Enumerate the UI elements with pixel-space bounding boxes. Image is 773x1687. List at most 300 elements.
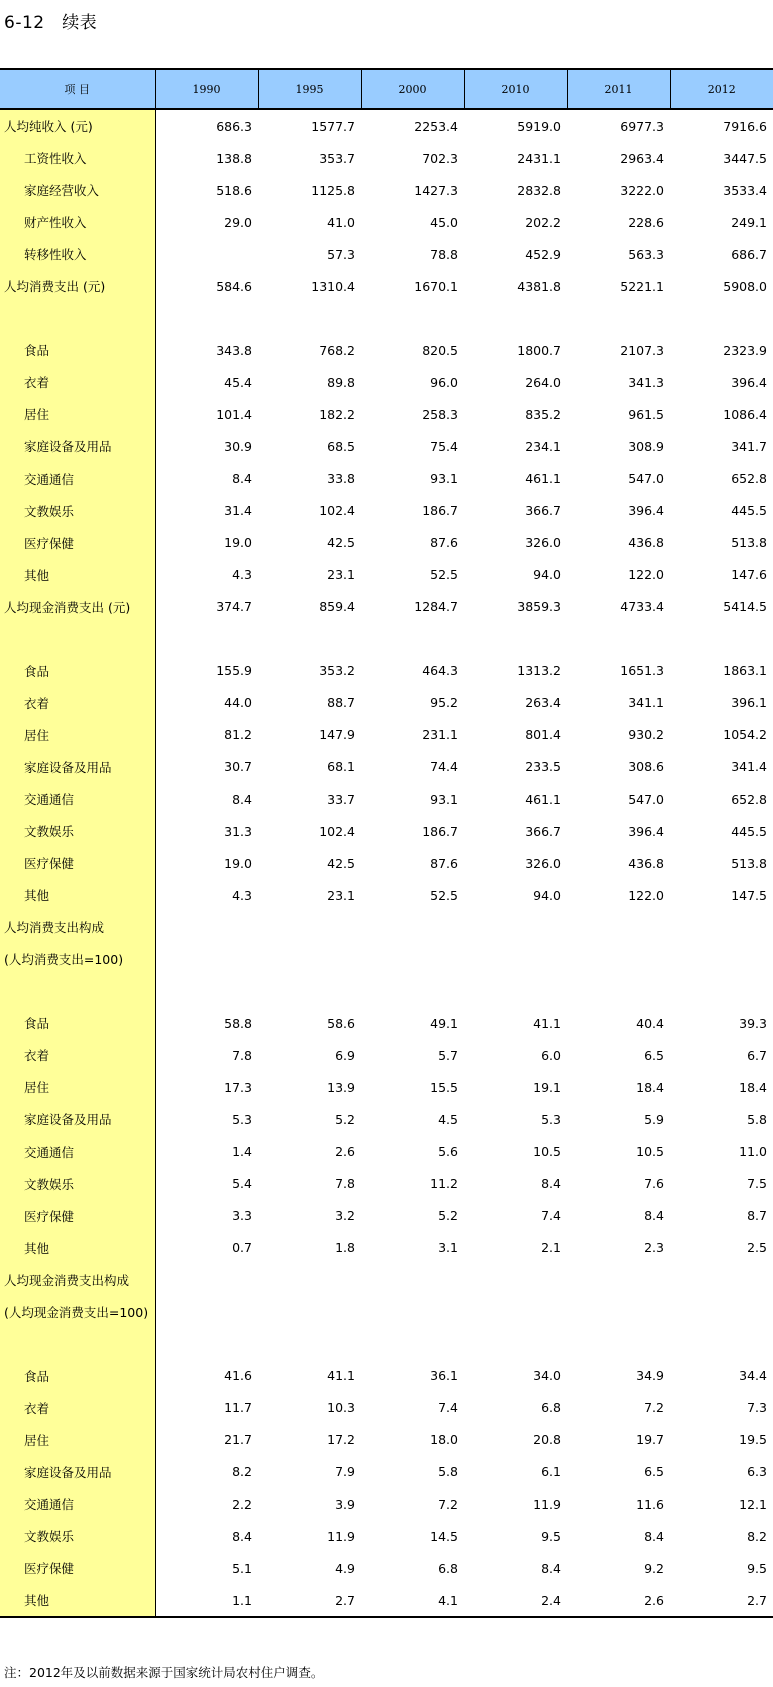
value-cell: 122.0 <box>628 567 664 583</box>
row-label: 食品 <box>0 1007 155 1039</box>
value-cell: 52.5 <box>430 887 458 903</box>
value-cell: 326.0 <box>525 855 561 871</box>
value-cell: 6.5 <box>644 1047 664 1063</box>
value-cell: 138.8 <box>216 150 252 166</box>
footnote: 注：2012年及以前数据来源于国家统计局农村住户调查。 <box>4 1665 324 1680</box>
value-cell: 5.1 <box>232 1560 252 1576</box>
value-cell: 343.8 <box>216 342 252 358</box>
value-cell: 87.6 <box>430 855 458 871</box>
row-label: 其他 <box>0 879 155 911</box>
value-cell <box>258 1328 361 1360</box>
table-row <box>0 1584 773 1617</box>
column-header-year: 2012 <box>670 69 773 109</box>
value-cell: 2431.1 <box>517 150 561 166</box>
table-row <box>0 174 773 206</box>
value-cell: 147.9 <box>319 727 355 743</box>
value-cell: 231.1 <box>422 727 458 743</box>
row-label: 交通通信 <box>0 1488 155 1520</box>
table-row <box>0 943 773 975</box>
value-cell: 11.0 <box>739 1144 767 1160</box>
table-row <box>0 591 773 623</box>
value-cell: 1086.4 <box>723 406 767 422</box>
row-label: 工资性收入 <box>0 142 155 174</box>
value-cell: 4.9 <box>335 1560 355 1576</box>
value-cell: 29.0 <box>224 214 252 230</box>
value-cell: 45.4 <box>224 374 252 390</box>
table-row <box>0 109 773 142</box>
value-cell <box>361 943 464 975</box>
value-cell: 5.9 <box>644 1111 664 1127</box>
data-table <box>0 68 773 1618</box>
value-cell: 7.6 <box>644 1176 664 1192</box>
row-label: 财产性收入 <box>0 206 155 238</box>
table-row <box>0 495 773 527</box>
value-cell: 8.4 <box>541 1560 561 1576</box>
table-row <box>0 1168 773 1200</box>
value-cell: 93.1 <box>430 791 458 807</box>
value-cell: 3222.0 <box>620 182 664 198</box>
row-label: 居住 <box>0 719 155 751</box>
value-cell <box>567 1328 670 1360</box>
value-cell <box>464 1296 567 1328</box>
value-cell: 36.1 <box>430 1368 458 1384</box>
value-cell: 341.3 <box>628 374 664 390</box>
value-cell: 308.6 <box>628 759 664 775</box>
table-row <box>0 1136 773 1168</box>
value-cell: 94.0 <box>533 887 561 903</box>
value-cell: 1670.1 <box>414 278 458 294</box>
row-label: 医疗保健 <box>0 527 155 559</box>
value-cell: 44.0 <box>224 695 252 711</box>
value-cell <box>155 1296 258 1328</box>
value-cell: 258.3 <box>422 406 458 422</box>
value-cell: 2.4 <box>464 1584 567 1617</box>
row-label: 医疗保健 <box>0 847 155 879</box>
value-cell <box>464 302 567 334</box>
value-cell: 8.2 <box>747 1528 767 1544</box>
value-cell: 2832.8 <box>517 182 561 198</box>
value-cell: 513.8 <box>731 535 767 551</box>
value-cell: 75.4 <box>430 438 458 454</box>
value-cell <box>567 1296 670 1328</box>
value-cell: 68.1 <box>327 759 355 775</box>
value-cell: 686.7 <box>731 246 767 262</box>
row-label: 家庭设备及用品 <box>0 751 155 783</box>
value-cell <box>258 623 361 655</box>
value-cell: 15.5 <box>430 1079 458 1095</box>
value-cell: 2.5 <box>747 1240 767 1256</box>
value-cell <box>567 975 670 1007</box>
value-cell: 366.7 <box>525 823 561 839</box>
value-cell: 58.6 <box>327 1015 355 1031</box>
value-cell: 2.2 <box>232 1496 252 1512</box>
value-cell: 94.0 <box>533 567 561 583</box>
value-cell: 7.8 <box>335 1176 355 1192</box>
column-header-year: 1990 <box>155 69 258 109</box>
value-cell: 14.5 <box>430 1528 458 1544</box>
value-cell: 21.7 <box>224 1432 252 1448</box>
table-body <box>0 109 773 1617</box>
value-cell: 2323.9 <box>723 342 767 358</box>
value-cell: 228.6 <box>628 214 664 230</box>
value-cell: 57.3 <box>327 246 355 262</box>
value-cell: 7.2 <box>644 1400 664 1416</box>
value-cell: 8.4 <box>541 1176 561 1192</box>
value-cell: 19.0 <box>224 855 252 871</box>
row-label <box>0 623 155 655</box>
value-cell: 42.5 <box>327 535 355 551</box>
value-cell: 249.1 <box>731 214 767 230</box>
table-row <box>0 1296 773 1328</box>
table-row <box>0 687 773 719</box>
value-cell: 147.5 <box>731 887 767 903</box>
value-cell: 5.8 <box>438 1464 458 1480</box>
value-cell: 18.4 <box>739 1079 767 1095</box>
value-cell: 461.1 <box>525 791 561 807</box>
value-cell: 652.8 <box>731 471 767 487</box>
value-cell: 95.2 <box>430 695 458 711</box>
value-cell: 4.3 <box>232 887 252 903</box>
value-cell: 3.1 <box>438 1240 458 1256</box>
value-cell: 820.5 <box>422 342 458 358</box>
value-cell: 2.6 <box>335 1144 355 1160</box>
row-label: 文教娱乐 <box>0 1520 155 1552</box>
value-cell: 436.8 <box>628 535 664 551</box>
table-row <box>0 398 773 430</box>
value-cell: 9.5 <box>747 1560 767 1576</box>
value-cell: 8.4 <box>232 791 252 807</box>
value-cell <box>361 1296 464 1328</box>
value-cell: 3859.3 <box>517 599 561 615</box>
row-label: 居住 <box>0 398 155 430</box>
value-cell: 7.4 <box>541 1208 561 1224</box>
value-cell: 13.9 <box>327 1079 355 1095</box>
value-cell <box>567 943 670 975</box>
value-cell: 41.0 <box>327 214 355 230</box>
value-cell <box>361 1264 464 1296</box>
value-cell: 11.6 <box>636 1496 664 1512</box>
value-cell <box>258 911 361 943</box>
value-cell: 89.8 <box>327 374 355 390</box>
value-cell: 308.9 <box>628 438 664 454</box>
table-row <box>0 1007 773 1039</box>
value-cell: 5908.0 <box>723 278 767 294</box>
value-cell: 5.3 <box>541 1111 561 1127</box>
value-cell: 88.7 <box>327 695 355 711</box>
value-cell: 5.2 <box>335 1111 355 1127</box>
value-cell: 12.1 <box>739 1496 767 1512</box>
page-title: 6-12 续表 <box>4 13 98 33</box>
row-label <box>0 302 155 334</box>
value-cell: 5414.5 <box>723 599 767 615</box>
table-row <box>0 1424 773 1456</box>
value-cell: 31.3 <box>224 823 252 839</box>
table-row <box>0 1264 773 1296</box>
row-label: 文教娱乐 <box>0 815 155 847</box>
value-cell: 961.5 <box>628 406 664 422</box>
value-cell <box>567 1264 670 1296</box>
value-cell: 147.6 <box>731 567 767 583</box>
value-cell <box>155 943 258 975</box>
value-cell: 1284.7 <box>414 599 458 615</box>
value-cell: 1427.3 <box>414 182 458 198</box>
value-cell: 41.1 <box>327 1368 355 1384</box>
value-cell: 19.0 <box>224 535 252 551</box>
value-cell: 7916.6 <box>723 118 767 134</box>
value-cell: 1651.3 <box>620 663 664 679</box>
value-cell: 19.1 <box>533 1079 561 1095</box>
value-cell: 5.3 <box>232 1111 252 1127</box>
value-cell: 186.7 <box>422 823 458 839</box>
table-row <box>0 206 773 238</box>
value-cell: 6.1 <box>541 1464 561 1480</box>
value-cell <box>670 975 773 1007</box>
value-cell: 11.7 <box>224 1400 252 1416</box>
value-cell: 584.6 <box>216 278 252 294</box>
table-row <box>0 751 773 783</box>
table-row <box>0 1488 773 1520</box>
value-cell <box>670 1328 773 1360</box>
value-cell: 52.5 <box>430 567 458 583</box>
header-row <box>0 69 773 109</box>
value-cell: 263.4 <box>525 695 561 711</box>
row-label: 食品 <box>0 1360 155 1392</box>
row-label: 衣着 <box>0 1039 155 1071</box>
value-cell: 1.8 <box>335 1240 355 1256</box>
value-cell <box>464 975 567 1007</box>
value-cell: 93.1 <box>430 471 458 487</box>
row-label: 衣着 <box>0 1392 155 1424</box>
value-cell <box>464 911 567 943</box>
row-label: 医疗保健 <box>0 1200 155 1232</box>
value-cell: 4.3 <box>232 567 252 583</box>
row-label: 家庭设备及用品 <box>0 1456 155 1488</box>
value-cell: 33.8 <box>327 471 355 487</box>
value-cell: 3.2 <box>335 1208 355 1224</box>
value-cell: 6.7 <box>747 1047 767 1063</box>
value-cell: 5.6 <box>438 1144 458 1160</box>
table-row <box>0 430 773 462</box>
value-cell: 264.0 <box>525 374 561 390</box>
value-cell: 18.4 <box>636 1079 664 1095</box>
value-cell: 41.1 <box>533 1015 561 1031</box>
value-cell: 2253.4 <box>414 118 458 134</box>
value-cell: 6977.3 <box>620 118 664 134</box>
row-label: 其他 <box>0 1232 155 1264</box>
value-cell: 930.2 <box>628 727 664 743</box>
value-cell: 30.7 <box>224 759 252 775</box>
value-cell: 1313.2 <box>517 663 561 679</box>
value-cell: 78.8 <box>430 246 458 262</box>
value-cell: 7.8 <box>232 1047 252 1063</box>
value-cell: 155.9 <box>216 663 252 679</box>
table-row <box>0 1103 773 1135</box>
table-row <box>0 1392 773 1424</box>
value-cell: 5919.0 <box>517 118 561 134</box>
value-cell: 40.4 <box>636 1015 664 1031</box>
value-cell: 101.4 <box>216 406 252 422</box>
row-label: 人均消费支出构成 <box>0 911 155 943</box>
value-cell <box>670 1296 773 1328</box>
row-label: 医疗保健 <box>0 1552 155 1584</box>
value-cell: 341.7 <box>731 438 767 454</box>
value-cell: 1577.7 <box>311 118 355 134</box>
table-row <box>0 815 773 847</box>
row-label: 其他 <box>0 1584 155 1617</box>
value-cell: 3.3 <box>232 1208 252 1224</box>
value-cell: 9.5 <box>541 1528 561 1544</box>
value-cell: 23.1 <box>327 887 355 903</box>
value-cell: 768.2 <box>319 342 355 358</box>
value-cell: 518.6 <box>216 182 252 198</box>
value-cell: 6.3 <box>747 1464 767 1480</box>
row-label: 转移性收入 <box>0 238 155 270</box>
value-cell: 835.2 <box>525 406 561 422</box>
value-cell <box>258 943 361 975</box>
value-cell: 2.7 <box>670 1584 773 1617</box>
value-cell: 96.0 <box>430 374 458 390</box>
row-label: 居住 <box>0 1071 155 1103</box>
value-cell <box>155 975 258 1007</box>
value-cell: 1800.7 <box>517 342 561 358</box>
value-cell: 18.0 <box>430 1432 458 1448</box>
value-cell <box>361 1328 464 1360</box>
value-cell: 122.0 <box>628 887 664 903</box>
value-cell: 102.4 <box>319 503 355 519</box>
value-cell: 547.0 <box>628 471 664 487</box>
value-cell <box>258 1296 361 1328</box>
row-label: 家庭设备及用品 <box>0 430 155 462</box>
table-row <box>0 911 773 943</box>
value-cell: 1863.1 <box>723 663 767 679</box>
value-cell: 49.1 <box>430 1015 458 1031</box>
row-label: 食品 <box>0 334 155 366</box>
row-label: 其他 <box>0 559 155 591</box>
table-row <box>0 655 773 687</box>
value-cell: 2.1 <box>541 1240 561 1256</box>
row-label: 家庭经营收入 <box>0 174 155 206</box>
value-cell: 1.4 <box>232 1144 252 1160</box>
value-cell <box>361 911 464 943</box>
row-label: (人均消费支出=100) <box>0 943 155 975</box>
value-cell: 39.3 <box>739 1015 767 1031</box>
row-label: 文教娱乐 <box>0 495 155 527</box>
value-cell: 3533.4 <box>723 182 767 198</box>
value-cell: 31.4 <box>224 503 252 519</box>
value-cell: 445.5 <box>731 823 767 839</box>
value-cell: 436.8 <box>628 855 664 871</box>
value-cell: 2107.3 <box>620 342 664 358</box>
value-cell: 8.7 <box>747 1208 767 1224</box>
value-cell: 801.4 <box>525 727 561 743</box>
column-header-year: 2011 <box>567 69 670 109</box>
value-cell: 10.5 <box>636 1144 664 1160</box>
value-cell <box>155 1328 258 1360</box>
value-cell: 353.2 <box>319 663 355 679</box>
table-row <box>0 142 773 174</box>
value-cell: 42.5 <box>327 855 355 871</box>
value-cell: 396.4 <box>628 823 664 839</box>
value-cell: 1.1 <box>155 1584 258 1617</box>
value-cell: 41.6 <box>224 1368 252 1384</box>
value-cell: 3.9 <box>335 1496 355 1512</box>
value-cell: 17.2 <box>327 1432 355 1448</box>
value-cell <box>361 975 464 1007</box>
table-row <box>0 719 773 751</box>
value-cell: 396.1 <box>731 695 767 711</box>
value-cell <box>670 943 773 975</box>
value-cell: 8.4 <box>232 471 252 487</box>
value-cell: 2.3 <box>644 1240 664 1256</box>
value-cell: 186.7 <box>422 503 458 519</box>
table-row <box>0 1200 773 1232</box>
value-cell: 23.1 <box>327 567 355 583</box>
row-label <box>0 975 155 1007</box>
table-row <box>0 1520 773 1552</box>
value-cell: 7.5 <box>747 1176 767 1192</box>
row-label: 食品 <box>0 655 155 687</box>
value-cell: 102.4 <box>319 823 355 839</box>
value-cell: 547.0 <box>628 791 664 807</box>
value-cell: 11.2 <box>430 1176 458 1192</box>
column-header-year: 2000 <box>361 69 464 109</box>
table-row <box>0 975 773 1007</box>
value-cell: 34.0 <box>533 1368 561 1384</box>
value-cell <box>258 975 361 1007</box>
column-header-item: 项 目 <box>0 69 155 109</box>
value-cell <box>361 623 464 655</box>
table-row <box>0 527 773 559</box>
value-cell <box>258 302 361 334</box>
value-cell: 686.3 <box>216 118 252 134</box>
table-row <box>0 783 773 815</box>
value-cell: 353.7 <box>319 150 355 166</box>
value-cell: 7.3 <box>747 1400 767 1416</box>
value-cell: 11.9 <box>533 1496 561 1512</box>
value-cell: 34.9 <box>636 1368 664 1384</box>
row-label: 人均消费支出 (元) <box>0 270 155 302</box>
value-cell <box>155 1264 258 1296</box>
value-cell: 7.9 <box>335 1464 355 1480</box>
value-cell: 20.8 <box>533 1432 561 1448</box>
value-cell: 34.4 <box>739 1368 767 1384</box>
table-row <box>0 847 773 879</box>
value-cell: 341.4 <box>731 759 767 775</box>
value-cell: 6.8 <box>438 1560 458 1576</box>
value-cell: 233.5 <box>525 759 561 775</box>
value-cell: 1054.2 <box>723 727 767 743</box>
row-label: 衣着 <box>0 687 155 719</box>
table-row <box>0 1456 773 1488</box>
row-label: 人均纯收入 (元) <box>0 109 155 142</box>
value-cell: 5221.1 <box>620 278 664 294</box>
value-cell <box>258 1264 361 1296</box>
value-cell: 8.2 <box>232 1464 252 1480</box>
value-cell: 19.7 <box>636 1432 664 1448</box>
table-row <box>0 463 773 495</box>
value-cell: 4.5 <box>438 1111 458 1127</box>
table-row <box>0 1232 773 1264</box>
value-cell <box>155 238 258 270</box>
value-cell: 17.3 <box>224 1079 252 1095</box>
value-cell: 19.5 <box>739 1432 767 1448</box>
table-row <box>0 366 773 398</box>
value-cell <box>670 1264 773 1296</box>
table-row <box>0 270 773 302</box>
value-cell: 68.5 <box>327 438 355 454</box>
value-cell: 7.2 <box>438 1496 458 1512</box>
table-row <box>0 1039 773 1071</box>
